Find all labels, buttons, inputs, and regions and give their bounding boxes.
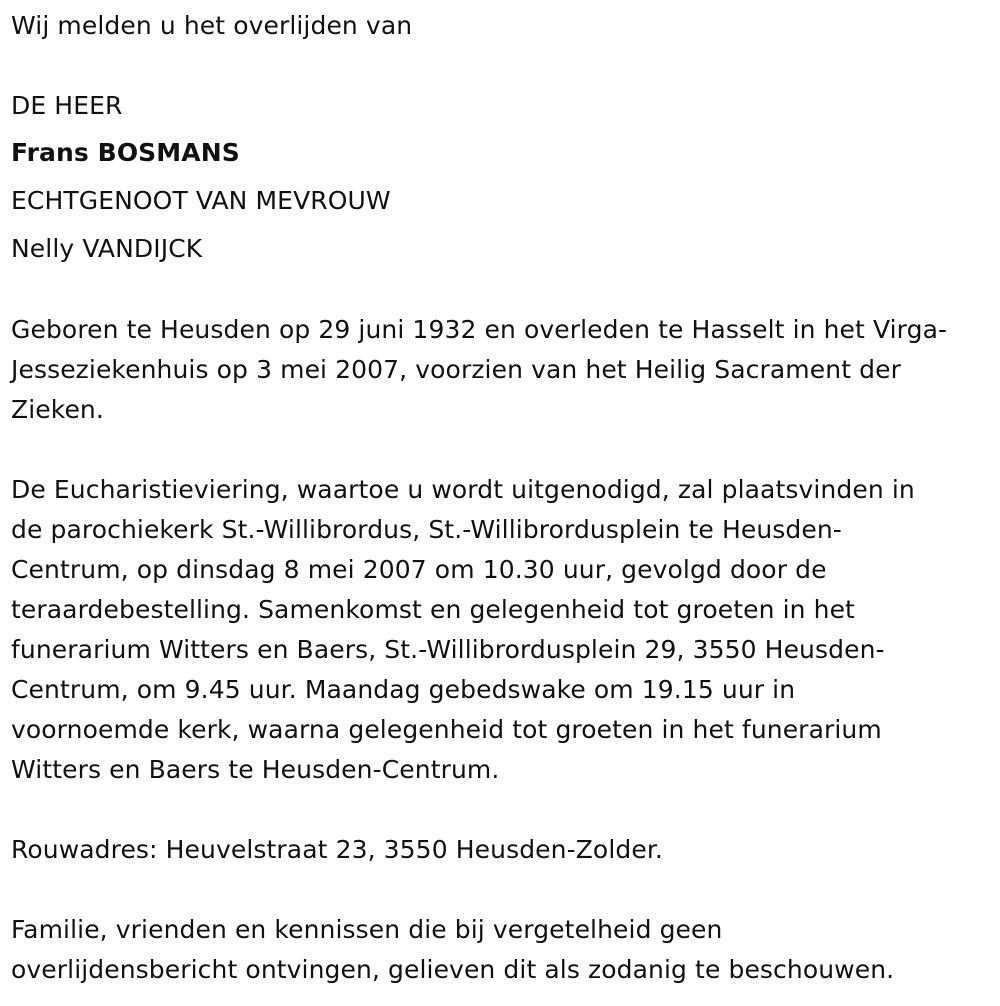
mourning-address: Rouwadres: Heuvelstraat 23, 3550 Heusden-Zolder.	[11, 835, 663, 864]
ceremony-line: Centrum, op dinsdag 8 mei 2007 om 10.30 uur, gevolgd door de	[11, 555, 827, 584]
intro-line: Wij melden u het overlijden van	[11, 11, 413, 40]
ceremony-line: voornoemde kerk, waarna gelegenheid tot groeten in het funerarium	[11, 715, 882, 744]
ceremony-line: teraardebestelling. Samenkomst en gelegenheid tot groeten in het	[11, 595, 855, 624]
deceased-name: Frans BOSMANS	[11, 138, 240, 167]
relation-line: ECHTGENOOT VAN MEVROUW	[11, 186, 391, 215]
ceremony-line: funerarium Witters en Baers, St.-Willibrordusplein 29, 3550 Heusden-	[11, 635, 885, 664]
closing-line: Familie, vrienden en kennissen die bij vergetelheid geen	[11, 915, 723, 944]
birth-death-line: Zieken.	[11, 395, 104, 424]
ceremony-line: De Eucharistieviering, waartoe u wordt uitgenodigd, zal plaatsvinden in	[11, 475, 915, 504]
ceremony-line: de parochiekerk St.-Willibrordus, St.-Willibrordusplein te Heusden-	[11, 515, 842, 544]
birth-death-line: Jesseziekenhuis op 3 mei 2007, voorzien van het Heilig Sacrament der	[11, 355, 901, 384]
birth-death-line: Geboren te Heusden op 29 juni 1932 en overleden te Hasselt in het Virga-	[11, 315, 948, 344]
title-line: DE HEER	[11, 91, 123, 120]
ceremony-line: Centrum, om 9.45 uur. Maandag gebedswake om 19.15 uur in	[11, 675, 796, 704]
closing-line: overlijdensbericht ontvingen, gelieven dit als zodanig te beschouwen.	[11, 955, 895, 984]
ceremony-line: Witters en Baers te Heusden-Centrum.	[11, 755, 500, 784]
spouse-name: Nelly VANDIJCK	[11, 234, 203, 263]
